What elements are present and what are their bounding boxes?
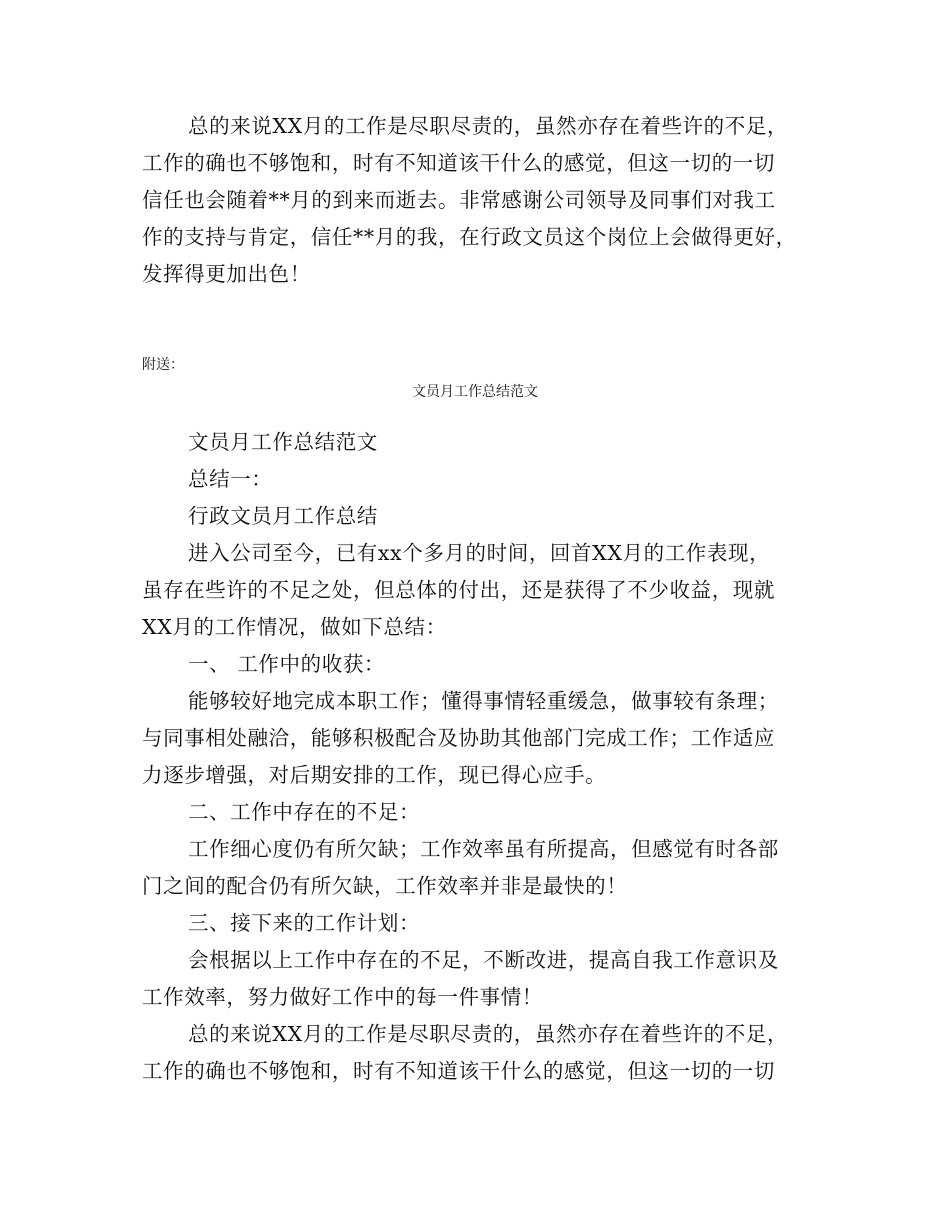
- heading-plan: 三、接下来的工作计划：: [188, 911, 421, 935]
- appendix-label: 附送：: [142, 357, 184, 373]
- heading-gains: 一、 工作中的收获：: [188, 652, 386, 676]
- heading-shortcomings: 二、工作中存在的不足：: [188, 800, 421, 824]
- closing-paragraph: 总的来说XX月的工作是尽职尽责的，虽然亦存在着些许的不足， 工作的确也不够饱和，时有不知道该干什么的感觉，但这一切的一切: [142, 1022, 789, 1083]
- section-title: 文员月工作总结范文: [188, 430, 378, 454]
- appendix-title: 文员月工作总结范文: [412, 384, 538, 400]
- top-paragraph: 总的来说XX月的工作是尽职尽责的，虽然亦存在着些许的不足， 工作的确也不够饱和，时有不知道该干什么的感觉，但这一切的一切 信任也会随着**月的到来而逝去。非常感谢公司领导及同事们对我工 作的支持与肯定，信任**月的我，在行政文员这个岗位上会做得更好， 发挥得更加出色！: [142, 114, 797, 286]
- plan-paragraph: 会根据以上工作中存在的不足，不断改进，提高自我工作意识及 工作效率，努力做好工作中的每一件事情！: [142, 948, 779, 1009]
- gains-paragraph: 能够较好地完成本职工作；懂得事情轻重缓急，做事较有条理； 与同事相处融洽，能够积极配合及协助其他部门完成工作；工作适应 力逐步增强，对后期安排的工作，现已得心应手。: [142, 689, 779, 787]
- intro-paragraph: 进入公司至今，已有xx个多月的时间，回首XX月的工作表现， 虽存在些许的不足之处，但总体的付出，还是获得了不少收益，现就 XX月的工作情况，做如下总结：: [142, 541, 775, 639]
- shortcomings-paragraph: 工作细心度仍有所欠缺；工作效率虽有所提高，但感觉有时各部 门之间的配合仍有所欠缺，工作效率并非是最快的！: [142, 837, 779, 898]
- summary-label: 总结一：: [188, 467, 273, 491]
- summary-title: 行政文员月工作总结: [188, 504, 378, 528]
